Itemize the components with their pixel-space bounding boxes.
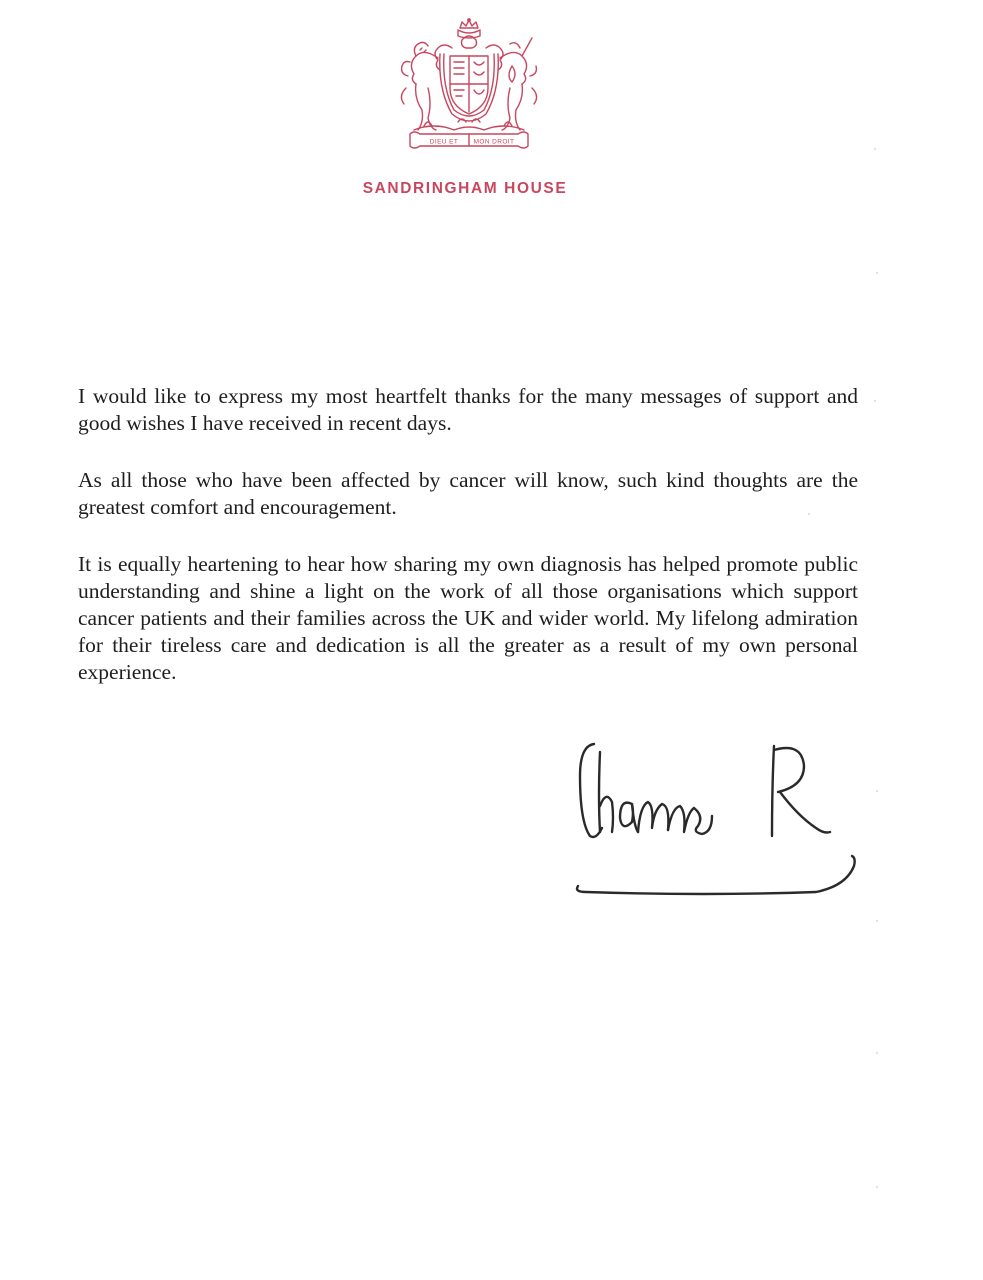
scan-speck	[808, 513, 810, 515]
letterhead-address: SANDRINGHAM HOUSE	[362, 180, 568, 197]
svg-text:MON DROIT: MON DROIT	[473, 138, 515, 146]
scan-speck	[874, 148, 876, 150]
scan-speck	[876, 1186, 878, 1188]
paragraph: It is equally heartening to hear how sharing my own diagnosis has helped promote public understanding and shine a light on the work of all those organisations which support cancer patients and their families across the UK and wider world. My lifelong admiration for their tireless care and dedication is all the greater as a result of my own personal experience.	[78, 552, 858, 684]
scan-speck	[876, 1052, 878, 1054]
scan-speck	[874, 400, 876, 402]
scan-speck	[876, 790, 878, 792]
scan-speck	[876, 920, 878, 922]
paragraph: I would like to express my most heartfelt thanks for the many messages of support and good wishes I have received in recent days.	[78, 384, 858, 435]
letter-body	[78, 383, 858, 716]
paragraph: As all those who have been affected by cancer will know, such kind thoughts are the greatest comfort and encouragement.	[78, 468, 858, 519]
signature	[566, 736, 866, 906]
scan-speck	[876, 272, 878, 274]
svg-text:DIEU ET: DIEU ET	[429, 138, 459, 146]
royal-coat-of-arms-icon	[394, 18, 544, 152]
